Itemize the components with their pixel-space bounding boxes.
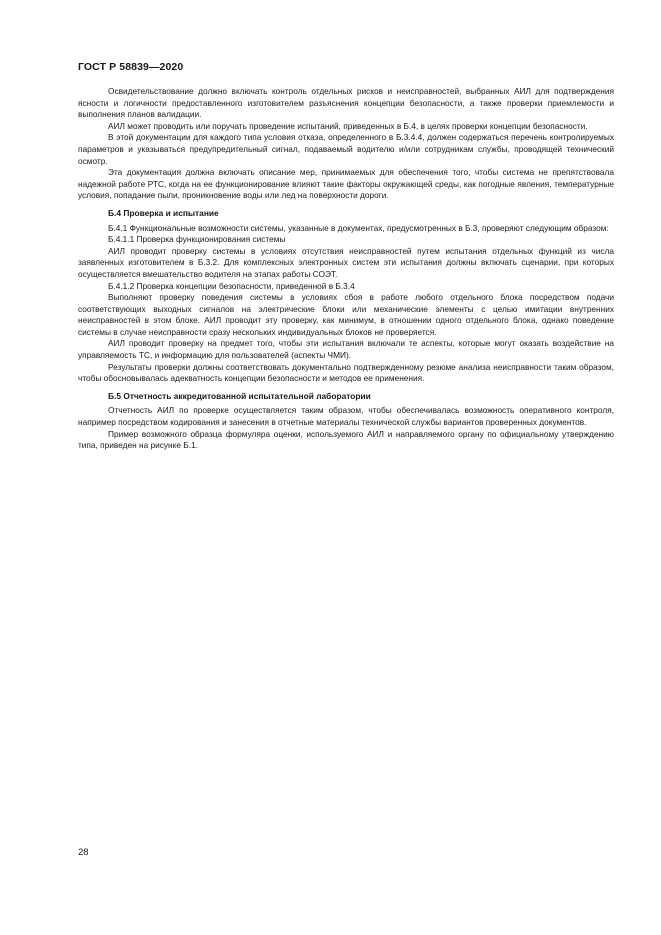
paragraph: Б.4.1 Функциональные возможности системы, указанные в документах, предусмотренных в Б.3, проверяют следующим образом: (108, 222, 609, 233)
paragraph: Результаты проверки должны соответствовать документально подтвержденному резюме анализа неисправности таким образом, чтобы обосновывалась адекватность концепции безопасности и методов ее применения. (78, 361, 614, 384)
paragraph: Б.4.1.2 Проверка концепции безопасности, приведенной в Б.3.4 (108, 280, 355, 291)
document-header (78, 61, 183, 73)
paragraph: В этой документации для каждого типа условия отказа, определенного в Б.3.4.4, должен содержаться перечень контролируемых параметров и указываться предупредительный сигнал, подаваемый водителю и/или сотрудникам службы, проводящей технический осмотр. (78, 132, 614, 166)
paragraph: Эта документация должна включать описание мер, принимаемых для обеспечения того, чтобы система не препятствовала надежной работе РТС, когда на ее функционирование влияют такие факторы окружающей среды, как погодные явления, температурные условия, попадание пыли, проникновение воды или лед на поверхности дороги. (78, 167, 614, 201)
paragraph: Освидетельствование должно включать контроль отдельных рисков и неисправностей, выбранных АИЛ для подтверждения ясности и логичности предоставленного изготовителем разъяснения концепции безопасности, а также проверки приемлемости и выполнения планов валидации. (78, 86, 614, 120)
paragraph: Отчетность АИЛ по проверке осуществляется таким образом, чтобы обеспечивалась возможность оперативного контроля, например посредством кодирования и занесения в отчетные материалы технической службы вариантов проверенных документов. (78, 405, 614, 428)
page-number: 28 (78, 847, 89, 858)
paragraph: АИЛ проводит проверку системы в условиях отсутствия неисправностей путем испытания отдельных функций из числа заявленных изготовителем в Б.3.2. Для комплексных электронных систем эти испытания должны включать сценарии, при которых осуществляется вмешательство водителя на этапах работы СОЭТ. (78, 245, 614, 279)
paragraph: Б.4.1.1 Проверка функционирования системы (108, 234, 286, 245)
standard-designation: ГОСТ Р 58839—2020 (78, 61, 184, 73)
paragraph: Выполняют проверку поведения системы в условиях сбоя в работе любого отдельного блока посредством подачи соответствующих выходных сигналов на электрические блоки или механические элементы с целью имитации внутренних неисправностей в этом блоке. АИЛ проводит эту проверку, как минимум, в отношении одного отдельного блока, однако поведение системы в случае неисправности сразу нескольких индивидуальных блоков не проверяется. (78, 292, 614, 337)
paragraph: АИЛ проводит проверку на предмет того, чтобы эти испытания включали те аспекты, которые могут оказать воздействие на управляемость ТС, и информацию для пользователей (аспекты ЧМИ). (78, 338, 614, 361)
section-heading: Б.4 Проверка и испытание (108, 207, 219, 218)
section-heading: Б.5 Отчетность аккредитованной испытательной лаборатории (108, 390, 371, 401)
paragraph: АИЛ может проводить или поручать проведение испытаний, приведенных в Б.4, в целях проверки концепции безопасности. (108, 120, 588, 131)
document-body (78, 86, 614, 452)
paragraph: Пример возможного образца формуляра оценки, используемого АИЛ и направляемого органу по официальному утверждению типа, приведен на рисунке Б.1. (78, 428, 614, 451)
